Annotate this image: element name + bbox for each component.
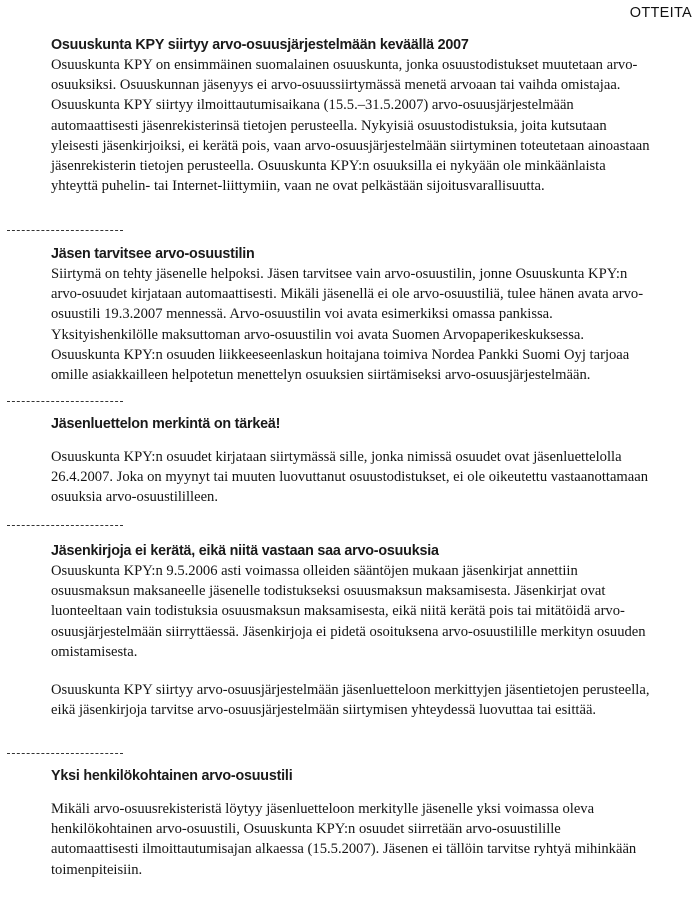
section-heading: Jäsenluettelon merkintä on tärkeä! <box>51 416 281 432</box>
section-divider <box>7 525 123 526</box>
body-paragraph: Mikäli arvo-osuusrekisteristä löytyy jäsenluetteloon merkitylle jäsenelle yksi voimassa oleva henkilökohtainen arvo-osuustili, Osuuskunta KPY:n osuudet siirretään arvo-osuustilille automaattisesti ilmoittautumisajan alkaessa (15.5.2007). Jäsenen ei tällöin tarvitse ryhtyä mihinkään toimenpiteisiin. <box>51 801 637 878</box>
body-paragraph: Osuuskunta KPY:n osuudet kirjataan siirtymässä sille, jonka nimissä osuudet ovat jäsenluettelolla 26.4.2007. Joka on myynyt tai muuten luovuttanut osuustodistukset, ei ole oikeutettu vastaanottamaan osuuksia arvo-osuustililleen. <box>51 449 649 506</box>
section-heading: Osuuskunta KPY siirtyy arvo-osuusjärjestelmään keväällä 2007 <box>51 37 469 53</box>
section-henkilokohtainen-tili <box>51 766 651 880</box>
section-arvo-osuusjarjestelma <box>51 35 651 196</box>
page-tag: OTTEITA <box>629 5 692 21</box>
section-divider <box>7 401 123 402</box>
section-divider <box>7 753 123 754</box>
section-heading: Jäsen tarvitsee arvo-osuustilin <box>51 246 255 262</box>
section-arvo-osuustili <box>51 244 651 385</box>
body-paragraph: Osuuskunta KPY:n 9.5.2006 asti voimassa olleiden sääntöjen mukaan jäsenkirjat annettiin osuusmaksun maksaneelle jäsenelle todistukseksi osuusmaksun maksamisesta. Jäsenkirjat ovat luonteeltaan vain todistuksia osuusmaksun maksamisesta, eikä niitä kerätä pois tai mitätöidä arvo-osuusjärjestelmään siirryttäessä. Jäsenkirjoja ei pidetä osoituksena arvo-osuustilille merkityn osuuden omistamisesta. <box>51 563 646 660</box>
body-paragraph: Siirtymä on tehty jäsenelle helpoksi. Jäsen tarvitsee vain arvo-osuustilin, jonne Osuuskunta KPY:n arvo-osuudet kirjataan automaattisesti. Mikäli jäsenellä ei ole arvo-osuustiliä, tulee hänen avata arvo-osuustili 19.3.2007 mennessä. Arvo-osuustilin voi avata esimerkiksi omassa pankissa. Yksityishenkilölle maksuttoman arvo-osuustilin voi avata Suomen Arvopaperikeskuksessa. Osuuskunta KPY:n osuuden liikkeeseenlaskun hoitajana toimiva Nordea Pankki Suomi Oyj tarjoaa omille asiakkailleen helpotetun menettelyn osuuksien siirtämiseksi arvo-osuusjärjestelmään. <box>51 266 644 384</box>
section-jasenluettelo <box>51 414 651 508</box>
body-paragraph: Osuuskunta KPY on ensimmäinen suomalainen osuuskunta, jonka osuustodistukset muutetaan arvo-osuuksiksi. Osuuskunnan jäsenyys ei arvo-osuussiirtymässä menetä arvoaan tai vaihda omistajaa. Osuuskunta KPY siirtyy ilmoittautumisaikana (15.5.–31.5.2007) arvo-osuusjärjestelmään automaattisesti jäsenrekisterinsä tietojen perusteella. Nykyisiä osuustodistuksia, joita kutsutaan yleisesti jäsenkirjoiksi, ei kerätä pois, vaan arvo-osuusjärjestelmään siirtyminen toteutetaan ainoastaan jäsenrekisterin tietojen perusteella. Osuuskunta KPY:n osuuksilla ei nykyään ole minkäänlaista yhteyttä puhelin- tai Internet-liittymiin, vaan ne ovat pelkästään sijoitusvarallisuutta. <box>51 57 650 195</box>
section-heading: Jäsenkirjoja ei kerätä, eikä niitä vastaan saa arvo-osuuksia <box>51 543 439 559</box>
section-jasenkirjat <box>51 541 651 720</box>
section-divider <box>7 230 123 231</box>
body-paragraph: Osuuskunta KPY siirtyy arvo-osuusjärjestelmään jäsenluetteloon merkittyjen jäsentietojen perusteella, eikä jäsenkirjoja tarvitse arvo-osuusjärjestelmään siirtymisen yhteydessä luovuttaa tai esittää. <box>51 682 650 719</box>
section-heading: Yksi henkilökohtainen arvo-osuustili <box>51 768 293 784</box>
